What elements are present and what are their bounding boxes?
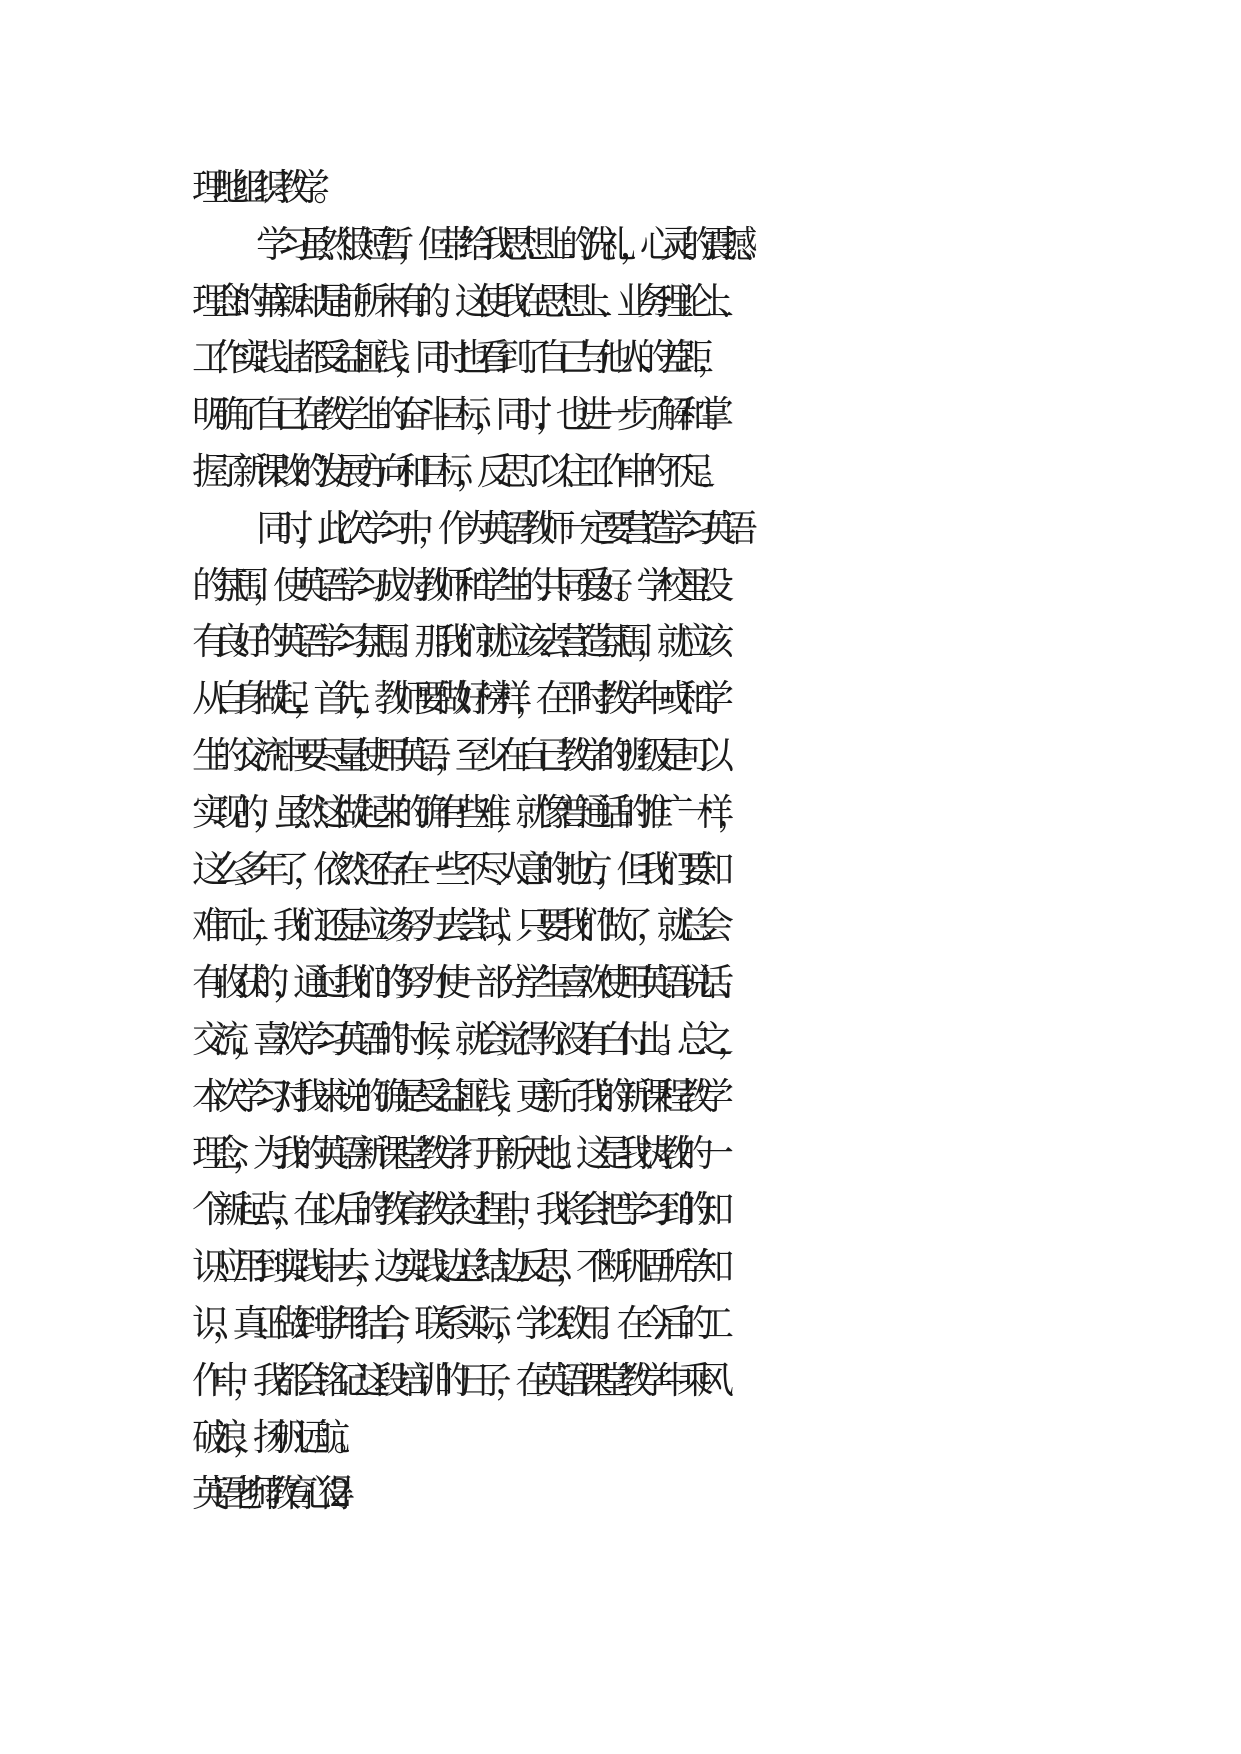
text-line: 生的交流中要尽量使用英语，至少在自己教学的班级是可以 xyxy=(192,733,718,777)
text-line: 有收获的，通过我们的努力使一部分学生喜欢使用英语说话、 xyxy=(192,961,738,1005)
text-line: 理念的革新却是前所未有的。这使我在思想上、业务理论上、 xyxy=(192,279,738,323)
text-line: 有良好的英语学习氛围。那我们就应该去营造氛围，就应该 xyxy=(192,620,718,664)
text-line: 难而上，我们还是应该努力去尝试，只要我们做了，就总会 xyxy=(192,904,718,948)
text-line: 工作实践上都受益匪浅，同时也看到了自己与他人的差距， xyxy=(192,336,718,380)
text-line: 明确了自己在教学上的奋斗目标，同时，也进一步了解和掌 xyxy=(192,393,718,437)
text-line: 理地组织教学。 xyxy=(192,166,334,209)
paragraph-first-line: 学习虽然很短暂，但带给我思想上的洗礼，心灵的震撼、 xyxy=(256,222,761,266)
text-line: 理念，为我的英语新课堂教学打开新天地。这是我执教的一 xyxy=(192,1131,718,1175)
text-line: 破浪，扬帆远航。 xyxy=(192,1415,354,1459)
text-line: 从自身做起，首先，教师要做好榜样，在平时教学中或和学 xyxy=(192,677,718,721)
text-line: 识，真正做到学用结合，联系实际，学以致用。在今后的工 xyxy=(192,1301,718,1345)
paragraph-first-line: 同时，此次学习中，作为英语教师一定要营造学习英语 xyxy=(256,506,741,550)
text-line: 作中，我都会铭记这段培训的日子，在英语课堂教学中乘风 xyxy=(192,1358,718,1402)
text-line: 这么多年了，依然还存在一些不尽人意的地方，但我们要知 xyxy=(192,847,718,891)
text-line: 识应用到实践中去，边实践边总结边反思，不断巩固所学知 xyxy=(192,1245,718,1289)
document-body xyxy=(192,160,1072,1523)
text-line: 实现的，虽然这做起来的确有些难，就像普通话的推广一样， xyxy=(192,790,738,834)
text-line: 本次学习对我来说的确是受益匪浅，更新了我的新课程教学 xyxy=(192,1074,718,1118)
text-line: 个新起点，在以后的教育教学过程中，我将会把学习到的知 xyxy=(192,1188,718,1232)
text-line: 交流，喜欢学习英语的时候，就会觉得你没有白付出。总之， xyxy=(192,1017,738,1061)
section-heading: 英语老师教育心得 2 xyxy=(192,1472,334,1516)
text-line: 握了新课改的`发展方向和目标，反思了以往工作中的不足。 xyxy=(192,449,719,493)
text-line: 的氛围，使英语学习成为教师和学生的共同爱好。学校里没 xyxy=(192,563,718,607)
